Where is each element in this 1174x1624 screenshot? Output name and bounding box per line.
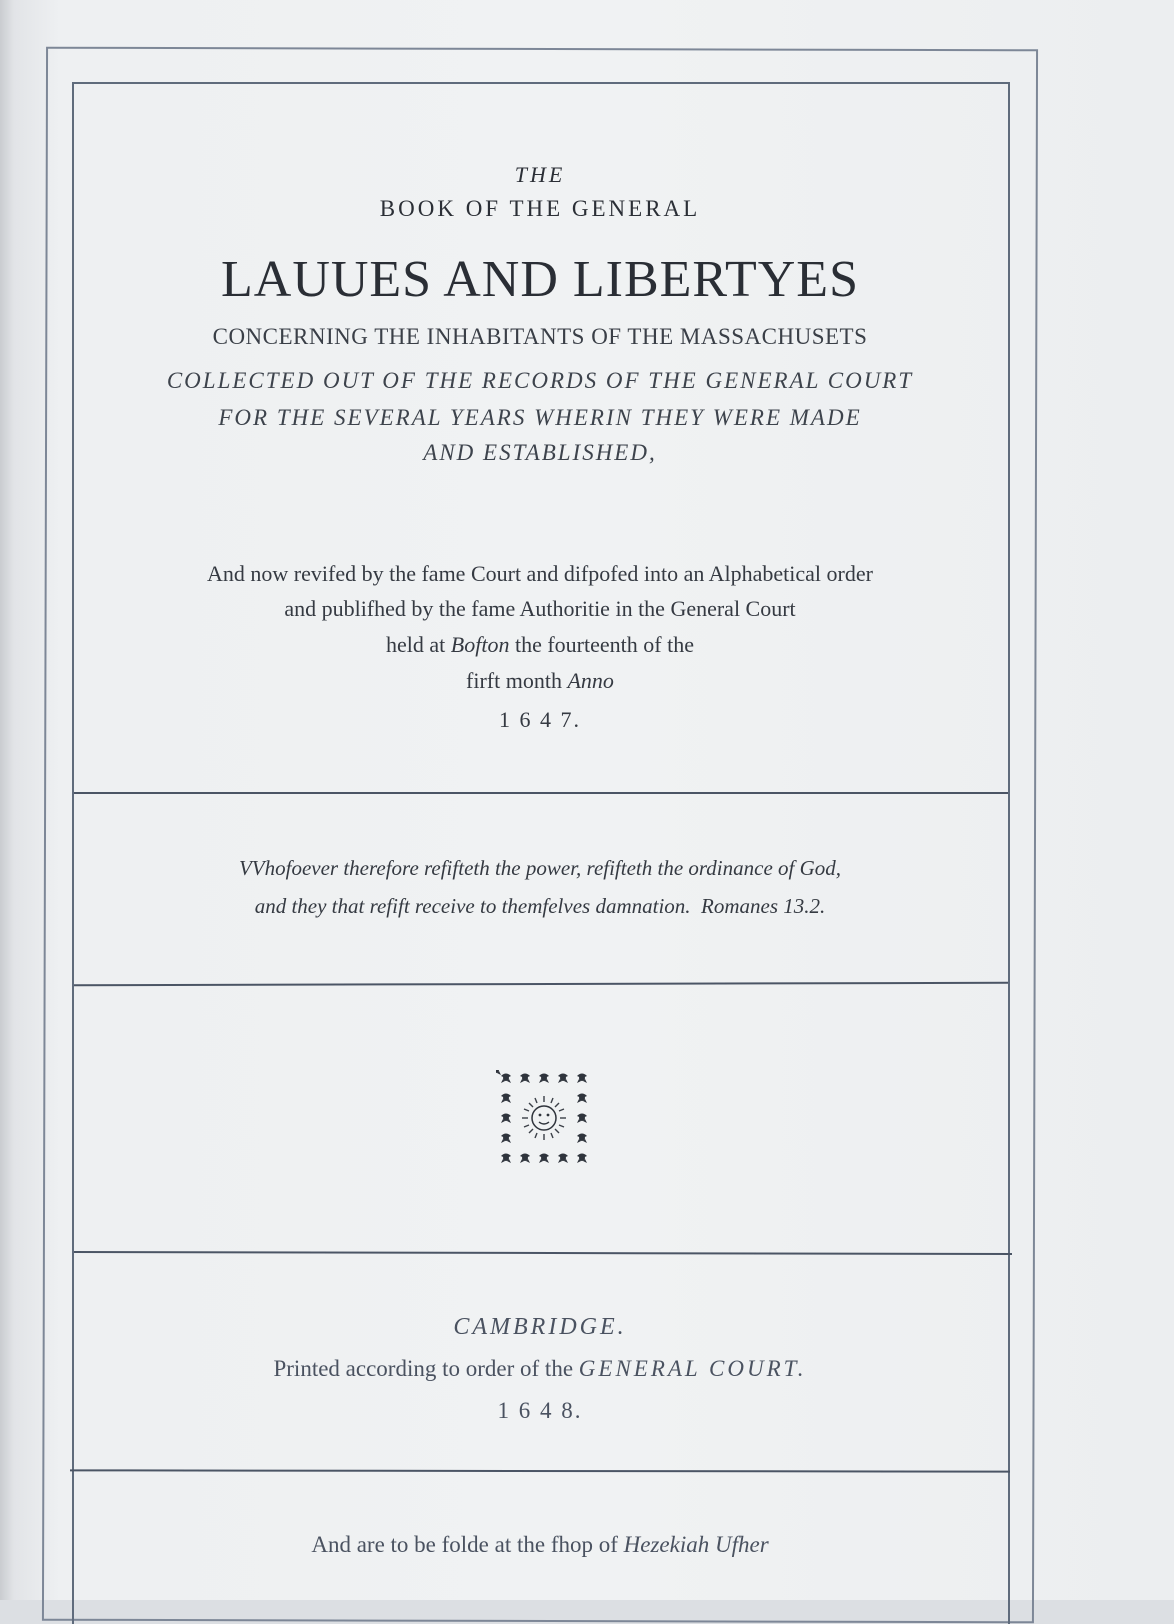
imprint-sold-text: And are to be folde at the fhop of [311, 1532, 624, 1557]
title-collected-line-3: AND ESTABLISHED, [423, 440, 657, 465]
imprint-printed [0, 1356, 1080, 1382]
imprint-year: 1 6 4 8. [497, 1398, 583, 1423]
title-collected-line-2: FOR THE SEVERAL YEARS WHERIN THEY WERE MADE [218, 405, 862, 430]
page-title: LAUUES AND LIBERTYES [221, 251, 859, 308]
imprint-bookseller: Hezekiah Ufher [623, 1532, 769, 1557]
epigraph-reference: Romanes 13.2. [701, 894, 826, 918]
imprint-sold [0, 1532, 1080, 1558]
anno: Anno [567, 668, 614, 693]
place-boston: Bofton [450, 632, 510, 657]
title-collected-line-1: COLLECTED OUT OF THE RECORDS OF THE GENERAL COURT [166, 368, 914, 393]
divider-1 [74, 792, 1008, 794]
imprint-city: CAMBRIDGE. [453, 1314, 627, 1340]
imprint-general-court: GENERAL COURT. [578, 1356, 807, 1381]
year-1647: 1 6 4 7. [499, 707, 581, 732]
revised-line-4-pre: firft month [466, 668, 568, 693]
sun-face-ornament-icon [496, 1070, 592, 1166]
revised-line-1: And now revifed by the fame Court and difpofed into an Alphabetical order [207, 561, 873, 586]
revised-line-2: and publifhed by the fame Authoritie in the General Court [284, 596, 796, 621]
revised-line-3-post: the fourteenth of the [509, 632, 694, 657]
title-the: THE [514, 162, 566, 187]
revised-line-3 [0, 632, 1080, 658]
title-book-of: BOOK OF THE GENERAL [379, 196, 701, 221]
inner-border [72, 82, 1010, 1624]
epigraph-line-1: VVhofoever therefore refifteth the power, refifteth the ordinance of God, [238, 856, 842, 880]
revised-line-4 [0, 668, 1080, 694]
epigraph-line-2-text: and they that refift receive to themfelves damnation. [254, 894, 691, 918]
epigraph-line-2 [0, 894, 1080, 919]
imprint-printed-text: Printed according to order of the [273, 1356, 579, 1381]
revised-line-3-pre: held at [386, 632, 451, 657]
title-concerning: CONCERNING THE INHABITANTS OF THE MASSACHUSETS [212, 324, 868, 349]
